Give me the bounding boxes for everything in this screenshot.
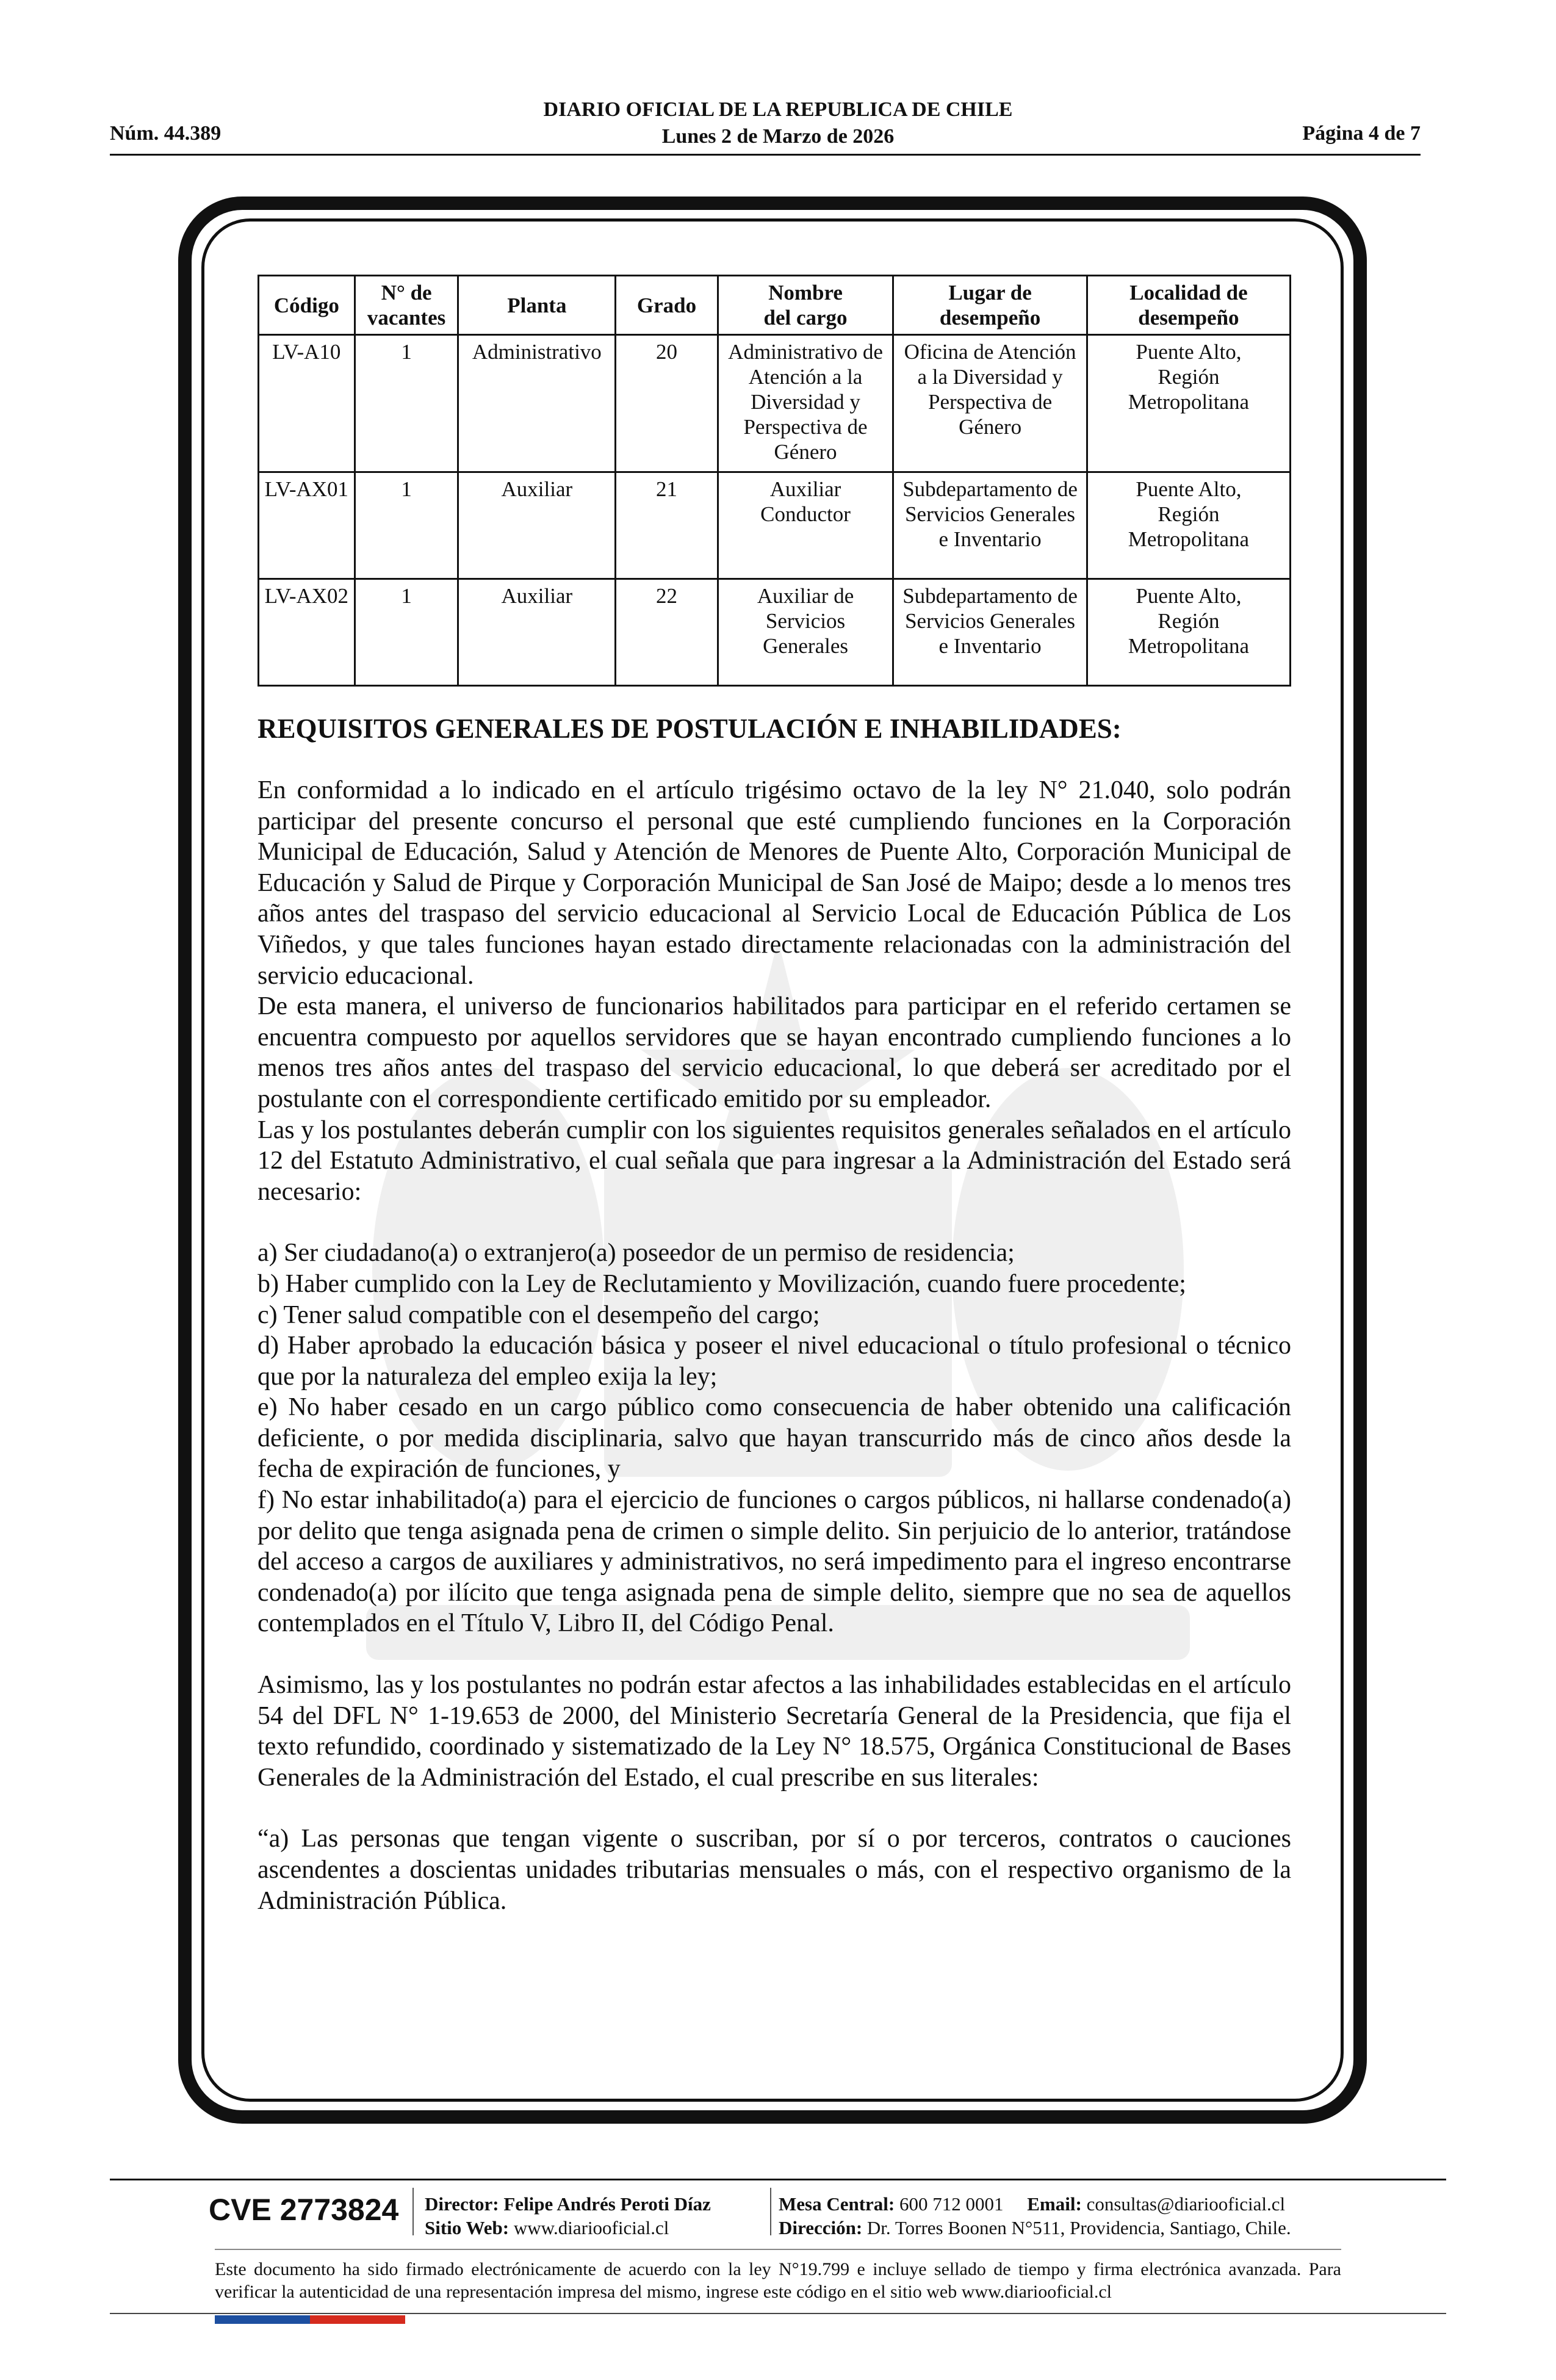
cell-grado: 20 (616, 335, 718, 472)
cell-lugar: Subdepartamento de Servicios Generales e Inventario (893, 472, 1087, 579)
footer-inner-divider (215, 2249, 1341, 2250)
header-divider (110, 154, 1421, 156)
footer-bottom-divider (110, 2313, 1446, 2314)
cell-codigo: LV-AX01 (259, 472, 355, 579)
footer-director-block: Director: Felipe Andrés Peroti Díaz Sitio Web: www.diariooficial.cl (425, 2193, 711, 2238)
cve-code: CVE 2773824 (209, 2193, 399, 2227)
cell-nombre: Auxiliar Conductor (718, 472, 893, 579)
footer-separator (412, 2188, 414, 2235)
flag-red-segment (310, 2315, 405, 2324)
requirement-item-a: a) Ser ciudadano(a) o extranjero(a) poseedor de un permiso de residencia; (258, 1239, 1015, 1268)
header-codigo: Código (259, 276, 355, 335)
paragraph-general-requirements: Las y los postulantes deberán cumplir con los siguientes requisitos generales señalados en el artículo 12 del Estatuto Administrativo, el cual señala que para ingresar a la Administración del Estado será necesario: (258, 1116, 1291, 1206)
cell-grado: 21 (616, 472, 718, 579)
header-localidad: Localidad de desempeño (1087, 276, 1290, 335)
paragraph-eligibility: En conformidad a lo indicado en el artículo trigésimo octavo de la ley N° 21.040, solo podrán participar del presente concurso el personal que esté cumpliendo funciones en la Corporación Municipal de Educación, Salud y Atención de Menores de Puente Alto, Corporación Municipal de Educación y Salud de Pirque y Corporación Municipal de San José de Maipo; desde a lo menos tres años antes del traspaso del servicio educacional al Servicio Local de Educación Pública de Los Viñedos, y que tales funciones hayan estado directamente relacionadas con la administración del servicio educacional. (258, 776, 1291, 990)
cell-vacantes: 1 (355, 335, 458, 472)
flag-blue-segment (215, 2315, 310, 2324)
header-vacantes: N° de vacantes (355, 276, 458, 335)
table-header-row (259, 276, 1291, 335)
masthead-date: Lunes 2 de Marzo de 2026 (661, 125, 895, 148)
requirement-item-c: c) Tener salud compatible con el desempeño del cargo; (258, 1300, 820, 1329)
masthead-title: DIARIO OFICIAL DE LA REPUBLICA DE CHILE (543, 98, 1013, 121)
issue-number: Núm. 44.389 (110, 122, 222, 145)
header-planta: Planta (458, 276, 616, 335)
footer-contact-block: Mesa Central: 600 712 0001 Email: consultas@diariooficial.cl Dirección: Dr. Torres Boonen N°511, Providencia, Santiago, Chile. (779, 2193, 1291, 2238)
cell-lugar: Subdepartamento de Servicios Generales e Inventario (893, 579, 1087, 686)
cell-vacantes: 1 (355, 579, 458, 686)
header-nombre: Nombre del cargo (718, 276, 893, 335)
paragraph-inhabilities: Asimismo, las y los postulantes no podrán estar afectos a las inhabilidades establecidas en el artículo 54 del DFL N° 1-19.653 de 2000, del Ministerio Secretaría General de la Presidencia, que fija el texto refundido, coordinado y sistematizado de la Ley N° 18.575, Orgánica Constitucional de Bases Generales de la Administración del Estado, el cual prescribe en sus literales: (258, 1671, 1291, 1792)
header-lugar: Lugar de desempeño (893, 276, 1087, 335)
section-title: REQUISITOS GENERALES DE POSTULACIÓN E INHABILIDADES: (258, 713, 1122, 744)
cell-lugar: Oficina de Atención a la Diversidad y Perspectiva de Género (893, 335, 1087, 472)
paragraph-universe: De esta manera, el universo de funcionarios habilitados para participar en el referido certamen se encuentra compuesto por aquellos servidores que se hayan encontrado cumpliendo funciones a lo menos tres años antes del traspaso del servicio educacional, lo que deberá ser acreditado por el postulante con el correspondiente certificado emitido por su empleador. (258, 992, 1291, 1113)
email-link[interactable]: consultas@diariooficial.cl (1086, 2193, 1286, 2215)
requirement-item-e: e) No haber cesado en un cargo público como consecuencia de haber obtenido una calificación deficiente, o por medida disciplinaria, salvo que hayan transcurrido más de cinco años desde la fecha de expiración de funciones, y (258, 1393, 1291, 1484)
electronic-signature-notice: Este documento ha sido firmado electrónicamente de acuerdo con la ley N°19.799 e incluye sellado de tiempo y firma electrónica avanzada. Para verificar la autenticidad de una representación impresa del mismo, ingrese este código en el sitio web www.diariooficial.cl (215, 2259, 1341, 2302)
cell-nombre: Administrativo de Atención a la Diversidad y Perspectiva de Género (718, 335, 893, 472)
cell-codigo: LV-AX02 (259, 579, 355, 686)
cell-nombre: Auxiliar de Servicios Generales (718, 579, 893, 686)
cell-localidad: Puente Alto, Región Metropolitana (1087, 335, 1290, 472)
requirements-body (258, 775, 1291, 1916)
cell-planta: Auxiliar (458, 579, 616, 686)
cell-localidad: Puente Alto, Región Metropolitana (1087, 472, 1290, 579)
cell-codigo: LV-A10 (259, 335, 355, 472)
cell-planta: Auxiliar (458, 472, 616, 579)
cell-grado: 22 (616, 579, 718, 686)
header-grado: Grado (616, 276, 718, 335)
cell-localidad: Puente Alto, Región Metropolitana (1087, 579, 1290, 686)
table-row (259, 335, 1291, 472)
table-row (259, 579, 1291, 686)
website-link[interactable]: www.diariooficial.cl (513, 2217, 669, 2238)
cell-vacantes: 1 (355, 472, 458, 579)
paragraph-quote-a: “a) Las personas que tengan vigente o suscriban, por sí o por terceros, contratos o cauciones ascendentes a doscientas unidades tributarias mensuales o más, con el respectivo organismo de la Administración Pública. (258, 1825, 1291, 1915)
page-indicator: Página 4 de 7 (1302, 122, 1421, 145)
footer-divider (110, 2179, 1446, 2180)
flag-stripe (215, 2315, 405, 2324)
requirement-item-f: f) No estar inhabilitado(a) para el ejercicio de funciones o cargos públicos, ni hallarse condenado(a) por delito que tenga asignada pena de crimen o simple delito. Sin perjuicio de lo anterior, tratándose del acceso a cargos de auxiliares y administrativos, no será impedimento para el ingreso encontrarse condenado(a) por ilícito que tenga asignada pena de simple delito, siempre que no sea de aquellos contemplados en el Título V, Libro II, del Código Penal. (258, 1486, 1291, 1638)
footer-separator (770, 2188, 771, 2235)
requirement-item-d: d) Haber aprobado la educación básica y poseer el nivel educacional o título profesional o técnico que por la naturaleza del empleo exija la ley; (258, 1332, 1291, 1391)
vacancies-table (258, 275, 1291, 687)
cell-planta: Administrativo (458, 335, 616, 472)
requirement-item-b: b) Haber cumplido con la Ley de Reclutamiento y Movilización, cuando fuere procedente; (258, 1269, 1186, 1298)
table-row (259, 472, 1291, 579)
